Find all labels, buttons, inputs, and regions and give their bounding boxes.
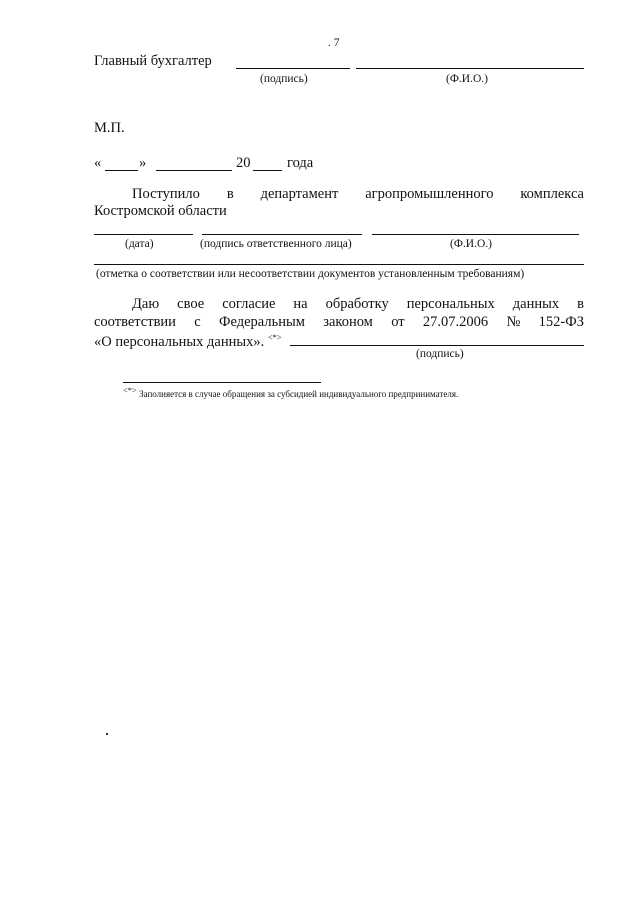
date-close-quote: » bbox=[139, 155, 147, 171]
date-open-quote: « bbox=[94, 155, 102, 171]
received-date-line[interactable] bbox=[94, 234, 193, 235]
chief-accountant-signature-line[interactable] bbox=[236, 68, 350, 69]
consent-footnote-mark: <*> bbox=[267, 332, 282, 342]
chief-accountant-signature-caption: (подпись) bbox=[260, 73, 308, 85]
consent-line-3: «О персональных данных». <*> bbox=[94, 332, 282, 350]
consent-signature-caption: (подпись) bbox=[416, 348, 464, 360]
date-day-line[interactable] bbox=[105, 170, 138, 171]
page-number-dot: . bbox=[328, 37, 331, 49]
compliance-caption: (отметка о соответствии или несоответствии документов установленным требованиям) bbox=[96, 268, 525, 280]
received-signature-caption: (подпись ответственного лица) bbox=[200, 238, 352, 250]
received-line-2: Костромской области bbox=[94, 203, 227, 219]
footnote bbox=[123, 385, 458, 399]
stamp-place: М.П. bbox=[94, 120, 125, 136]
chief-accountant-name-caption: (Ф.И.О.) bbox=[446, 73, 488, 85]
compliance-line[interactable] bbox=[94, 264, 584, 265]
received-signature-line[interactable] bbox=[202, 234, 362, 235]
received-line-1: Поступило в департамент агропромышленного комплекса bbox=[132, 186, 584, 202]
consent-signature-line[interactable] bbox=[290, 345, 584, 346]
footnote-mark: <*> bbox=[123, 385, 137, 395]
footnote-text: Заполняется в случае обращения за субсидией индивидуального предпринимателя. bbox=[139, 389, 459, 399]
chief-accountant-name-line[interactable] bbox=[356, 68, 584, 69]
date-year-suffix: года bbox=[287, 155, 314, 171]
consent-line-1: Даю свое согласие на обработку персональных данных в bbox=[132, 296, 584, 312]
scan-speck bbox=[106, 733, 108, 735]
received-date-caption: (дата) bbox=[125, 238, 154, 250]
footnote-separator bbox=[123, 382, 321, 383]
consent-line-2: соответствии с Федеральным законом от 27.07.2006 № 152-ФЗ bbox=[94, 314, 584, 330]
received-name-caption: (Ф.И.О.) bbox=[450, 238, 492, 250]
page-number: . 7 bbox=[328, 37, 340, 49]
date-month-line[interactable] bbox=[156, 170, 232, 171]
date-year-prefix: 20 bbox=[236, 155, 251, 171]
received-name-line[interactable] bbox=[372, 234, 579, 235]
date-year-line[interactable] bbox=[253, 170, 282, 171]
chief-accountant-label: Главный бухгалтер bbox=[94, 53, 212, 69]
